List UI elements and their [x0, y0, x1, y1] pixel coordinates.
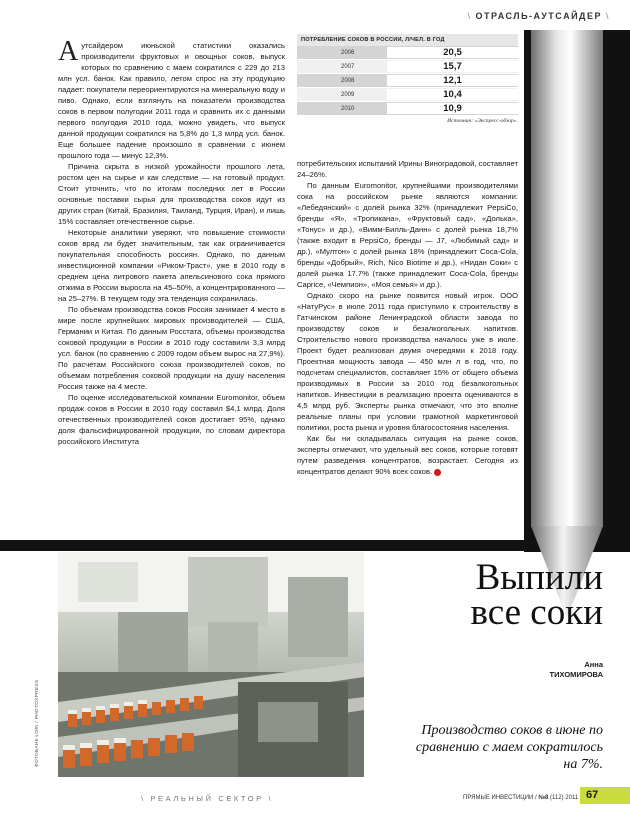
- footer-magazine: [463, 795, 578, 801]
- paragraph: По оценке исследовательской компании Euromonitor, объем продаж соков в России в 2010 году составил $4,1 млрд. Доля отечественных производителей соков достигает 95%, однако доля фальсифицированной продукции, по словам директора российского Института: [58, 393, 285, 446]
- table-row: [297, 88, 518, 102]
- footer-section: \ РЕАЛЬНЫЙ СЕКТОР \: [141, 794, 274, 803]
- article-end-mark: [434, 469, 441, 476]
- table-year: 2009: [341, 91, 355, 98]
- section-title: ОТРАСЛЬ-АУТСАЙДЕР: [475, 11, 602, 21]
- paragraph: Причина скрыта в низкой урожайности прошлого лета, ростом цен на сырье и как следствие — на готовый продукт. Стоит уточнить, что по итогам последних лет в России основные поставки сырья для производства соков идут из других стран (Китай, Бразилия, Таиланд, Турция, Иран), и лишь 15% составляет отечественное сырье.: [58, 162, 285, 226]
- paragraph: Однако скоро на рынке появится новый игрок. ООО «НатуРус» в июле 2011 года приступило к строительству в Гатчинском районе Ленинградской области завода по производству соков и безалкогольных напитков. Строительство нового производства началось уже в июле. Проект будет реализован двумя очередями к 2018 году. Проектная мощность завода — 450 млн л в год, что, по подсчетам специалистов, составляет 15% от общего объема производимых в России за 2010 год безалкогольных напитков. Инвестиции в реализацию проекта оцениваются в 4,5 млрд руб. Эксперты рынка отмечают, что это вполне реальные планы при условии грамотной маркетинговой политики, роста рынка и уровня благосостояния населения.: [297, 291, 518, 432]
- juice-consumption-table: [297, 34, 518, 124]
- magazine-name: ПРЯМЫЕ ИНВЕСТИЦИИ: [463, 795, 534, 801]
- table-row: [297, 46, 518, 60]
- table-title: ПОТРЕБЛЕНИЕ СОКОВ В РОССИИ, Л/ЧЕЛ. В ГОД: [297, 34, 518, 46]
- page-number: 67: [580, 787, 630, 804]
- paragraph: По объемам производства соков Россия занимает 4 место в мире после крупнейших мировых производителей — США, Германии и Китая. По данным Росстата, объемы производства соковой продукции в России в 2010 году составили 3,3 млрд усл. банок (по сравнению с 2009 годом объем вырос на 27,9%). По расчетам Российского союза производителей соков, по объемам потребления соковой продукции на душу населения Россия также на 4 месте.: [58, 305, 285, 391]
- table-value: 10,4: [387, 89, 518, 100]
- section-slash-right: \: [605, 11, 610, 21]
- article-column-2: [297, 158, 518, 477]
- table-value: 15,7: [387, 61, 518, 72]
- table-row: [297, 74, 518, 88]
- table-year: 2007: [341, 63, 355, 70]
- article-column-1: [58, 36, 285, 447]
- author-byline: [450, 660, 603, 680]
- footer-separator: /: [535, 795, 537, 801]
- author-last-name: ТИХОМИРОВА: [549, 670, 603, 679]
- photo-credit: ФОТОБАНК LORI / PHOTOXPRESS: [35, 679, 40, 767]
- black-divider-band: [0, 540, 524, 551]
- table-source: Источник: «Экспресс-обзор».: [447, 118, 518, 124]
- table-value: 12,1: [387, 75, 518, 86]
- issue-details: (112) 2011: [550, 795, 579, 801]
- section-label: [467, 11, 610, 21]
- table-year: 2010: [341, 105, 355, 112]
- table-year: 2008: [341, 77, 355, 84]
- pencil-illustration: [531, 30, 603, 527]
- juice-factory-photo: [58, 552, 364, 777]
- paragraph: Аутсайдером июньской статистики оказались производители фруктовых и овощных соков, выпуск которых по сравнению с маем сократился с 229 до 213 млн усл. банок. Как правило, летом спрос на эту продукцию падает: покупатели переориентируются на минеральную воду и пиво. Однако, если взглянуть на показатели производства соков в первом полугодии 2011 года и сравнить их с данными первого полугодия 2010 года, можно увидеть, что выпуск данной продукции сократился на 5,8% до 1,3 млрд усл. банок. Еще большее падение произошло в сравнении с июнем прошлого года — минус 12,3%.: [58, 36, 285, 160]
- paragraph: По данным Euromonitor, крупнейшими производителями сока на российском рынке являются компании: «Лебедянский» с долей рынка 32% (принадлежит PepsiCo, бренды «Я», «Тропикана», «Фруктовый сад», «Долька», «Тонус» и др.), «Вимм-Билль-Данн» с долей рынка 18,7% (также входит в PepsiCo, бренды — J7, «Любимый сад» и др.), «Мултон» с долей рынка 18% (принадлежит Coca-Cola, бренды «Добрый», Rich, Nico Biotime и др.), «Нидан Соки» с долей рынка 17.7% (также принадлежит Coca-Cola, бренды Caprice, «Чемпион», «Моя семья» и др.).: [297, 181, 518, 289]
- article-lead: Производство соков в июне по сравнению с маем сократилось на 7%.: [415, 723, 603, 772]
- section-slash-left: \: [467, 11, 472, 21]
- headline-line: Выпили: [475, 557, 603, 598]
- headline-line: все соки: [470, 592, 603, 633]
- drop-cap: А: [58, 36, 79, 67]
- paragraph: Некоторые аналитики уверяют, что повышение стоимости соков вряд ли будет значительным, так как ограничивается покупательная способность россиян. Однако, по данным инвестиционной компании «Риком-Траст», уже в 2010 году в среднем цена литрового пакета апельсинового сока прямого отжима в России выросла на 45–50%, а концентрированного — на 25–27%. В текущем году эта тенденция сохранилась.: [58, 228, 285, 303]
- paragraph: потребительских испытаний Ирины Виноградовой, составляет 24–26%.: [297, 159, 518, 179]
- article-headline: [400, 557, 603, 633]
- table-value: 20,5: [387, 47, 518, 58]
- paragraph: Как бы ни складывалась ситуация на рынке соков, эксперты отмечают, что удельный вес соков, которые готовят путем разведения концентратов, возрастает. Сегодня из концентратов делают 90% всех соков.: [297, 434, 518, 476]
- table-row: [297, 60, 518, 74]
- table-value: 10,9: [387, 103, 518, 114]
- issue-number: №8: [538, 795, 549, 801]
- table-year: 2006: [341, 49, 355, 56]
- table-row: [297, 102, 518, 116]
- author-first-name: Анна: [584, 660, 603, 669]
